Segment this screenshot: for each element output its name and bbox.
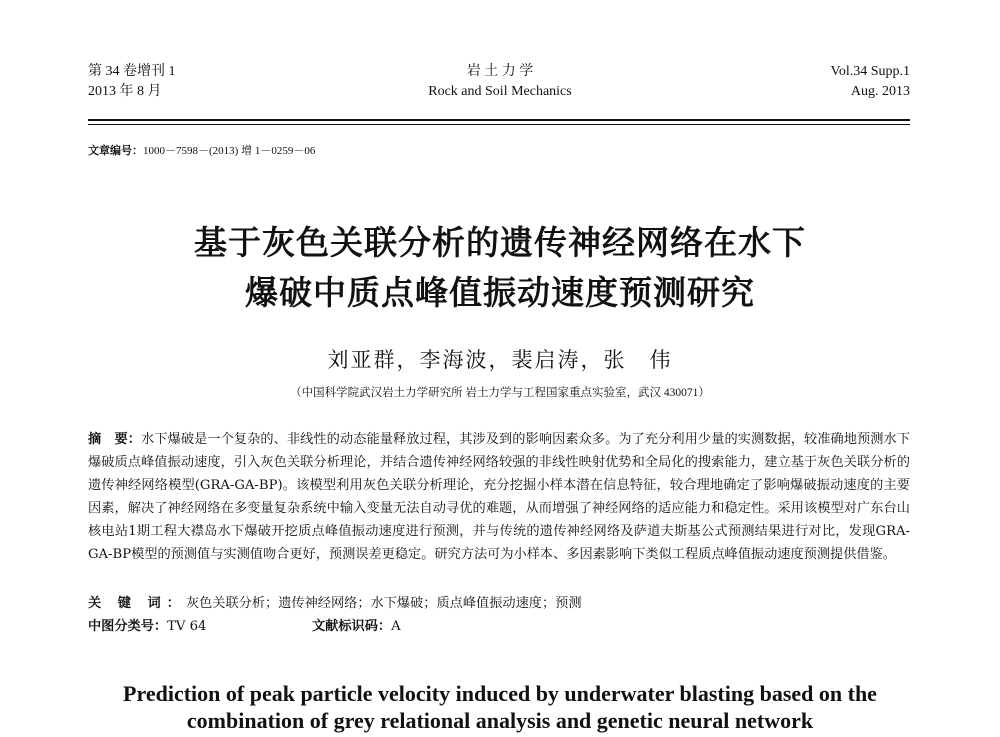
header-rule-thick: [88, 119, 910, 121]
header-right: [831, 62, 910, 102]
journal-name-en: Rock and Soil Mechanics: [428, 84, 572, 99]
header-rule-thin: [88, 124, 910, 125]
keywords-label: 关 键 词：: [88, 596, 186, 611]
keywords-text: 灰色关联分析；遗传神经网络；水下爆破；质点峰值振动速度；预测: [185, 596, 582, 611]
title-cn: [90, 218, 910, 318]
volume-cn: 第 34 卷增刊 1: [88, 64, 176, 79]
clc-value: TV 64: [167, 619, 207, 634]
doc-code: [312, 615, 401, 638]
header-center: [396, 62, 604, 102]
date-cn: 2013 年 8 月: [88, 84, 162, 99]
date-en: Aug. 2013: [850, 84, 910, 99]
abstract-text: 水下爆破是一个复杂的、非线性的动态能量释放过程，其涉及到的影响因素众多。为了充分利用少量的实测数据，较准确地预测水下爆破质点峰值振动速度，引入灰色关联分析理论，并结合遗传神经网络较强的非线性映射优势和全局化的搜索能力，建立基于灰色关联分析的遗传神经网络模型(GRA-GA-BP)。该模型利用灰色关联分析理论，充分挖掘小样本潜在信息特征，较合理地确定了影响爆破振动速度的主要因素，解决了神经网络在多变量复杂系统中输入变量无法自动寻优的难题，从而增强了神经网络的适应能力和稳定性。采用该模型对广东台山核电站1期工程大襟岛水下爆破开挖质点峰值振动速度进行预测，并与传统的遗传神经网络及萨道夫斯基公式预测结果进行对比，发现GRA-GA-BP模型的预测值与实测值吻合更好，预测误差更稳定。研究方法可为小样本、多因素影响下类似工程质点峰值振动速度预测提供借鉴。: [88, 432, 911, 562]
authors: 刘亚群，李海波，裴启涛，张 伟: [327, 348, 673, 372]
keywords: [88, 592, 910, 615]
article-number-value: 1000－7598－(2013) 增 1－0259－06: [143, 145, 316, 157]
title-cn-line-1: 基于灰色关联分析的遗传神经网络在水下: [194, 223, 806, 262]
classification: [88, 615, 910, 638]
abstract: [88, 428, 910, 566]
doc-code-label: 文献标识码：: [312, 619, 392, 634]
title-en-line-1: Prediction of peak particle velocity induced by underwater blasting based on the: [123, 681, 877, 706]
title-cn-line-2: 爆破中质点峰值振动速度预测研究: [245, 273, 755, 312]
title-en: [60, 680, 940, 734]
header-left: [88, 62, 176, 102]
volume-en: Vol.34 Supp.1: [830, 64, 910, 79]
abstract-label: 摘 要：: [88, 432, 142, 447]
clc-label: 中图分类号：: [88, 619, 168, 634]
affiliation: （中国科学院武汉岩土力学研究所 岩土力学与工程国家重点实验室，武汉 430071）: [290, 387, 710, 399]
title-en-line-2: combination of grey relational analysis and genetic neural network: [186, 708, 814, 733]
article-number-label: 文章编号：: [88, 145, 143, 157]
doc-code-value: A: [391, 619, 401, 634]
journal-name-cn: 岩 土 力 学: [466, 64, 534, 79]
article-number: [88, 142, 315, 158]
